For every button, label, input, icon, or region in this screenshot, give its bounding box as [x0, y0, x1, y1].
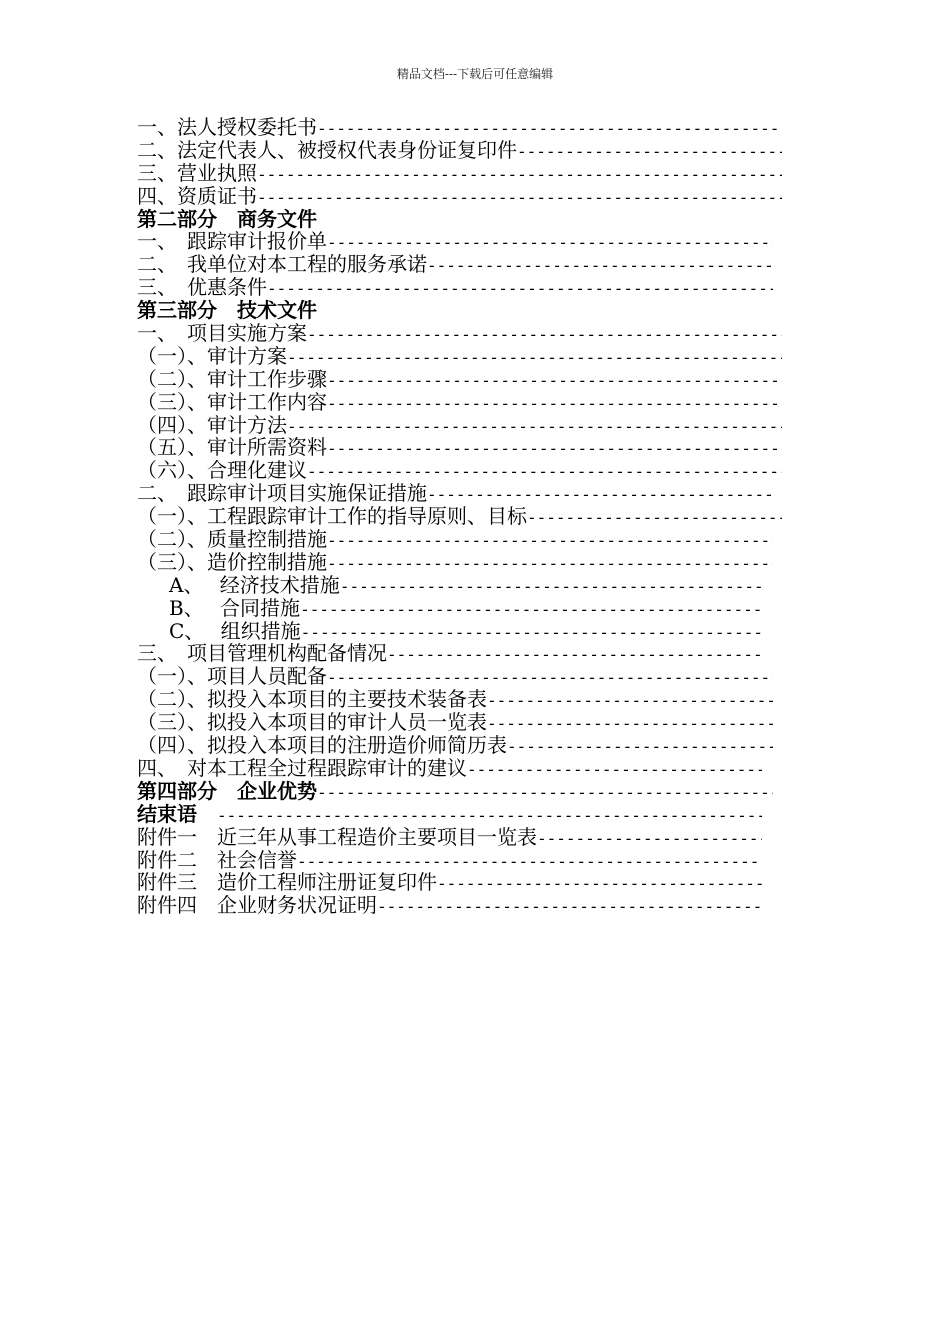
- toc-entry: [137, 871, 797, 894]
- toc-entry-label: 附件二 社会信誉: [137, 848, 297, 872]
- toc-leader-dashes: [327, 530, 773, 551]
- toc-leader-dashes: [507, 736, 773, 757]
- toc-leader-dashes: [327, 370, 782, 391]
- toc-entry-label: （六）、合理化建议: [137, 459, 307, 483]
- toc-entry: [137, 894, 797, 917]
- toc-entry: [137, 757, 797, 780]
- toc-entry-label: 二、 跟踪审计项目实施保证措施: [137, 482, 427, 506]
- toc-entry-label: 二、法定代表人、被授权代表身份证复印件: [137, 138, 517, 162]
- toc-entry: [137, 436, 797, 459]
- toc-entry: [137, 826, 797, 849]
- toc-entry-label: （二）、质量控制措施: [137, 528, 327, 551]
- toc-entry: [137, 803, 797, 826]
- toc-leader-dashes: [427, 484, 773, 505]
- table-of-contents: [137, 116, 797, 917]
- toc-entry: [137, 688, 797, 711]
- toc-entry: [137, 208, 797, 231]
- toc-entry-label: 附件四 企业财务状况证明: [137, 894, 377, 918]
- toc-entry: [137, 139, 797, 162]
- toc-entry: [137, 276, 797, 299]
- toc-leader-dashes: [377, 896, 762, 917]
- toc-leader-dashes: [317, 118, 782, 139]
- toc-entry: [137, 505, 797, 528]
- toc-leader-dashes: [307, 324, 782, 345]
- toc-entry: [137, 528, 797, 551]
- toc-leader-dashes: [327, 393, 782, 414]
- toc-leader-dashes: [287, 347, 782, 368]
- toc-entry-label: 四、 对本工程全过程跟踪审计的建议: [137, 756, 467, 780]
- toc-entry: [137, 780, 797, 803]
- toc-leader-dashes: [327, 438, 782, 459]
- toc-entry-label: （一）、项目人员配备: [137, 665, 327, 689]
- page-header: 精品文档---下载后可任意编辑: [396, 67, 554, 81]
- toc-entry-label: 附件一 近三年从事工程造价主要项目一览表: [137, 825, 537, 849]
- toc-entry-label: （一）、审计方案: [137, 344, 287, 368]
- toc-leader-dashes: [267, 278, 773, 299]
- toc-entry-label: （一）、工程跟踪审计工作的指导原则、目标: [137, 505, 527, 529]
- toc-entry-label: （四）、拟投入本项目的注册造价师简历表: [137, 734, 507, 757]
- toc-leader-dashes: [537, 828, 762, 849]
- toc-entry: [137, 642, 797, 665]
- toc-leader-dashes: [327, 232, 773, 253]
- toc-leader-dashes: [487, 713, 773, 734]
- toc-entry-label: 一、 项目实施方案: [137, 322, 307, 345]
- toc-leader-dashes: [427, 255, 773, 276]
- toc-leader-dashes: [517, 141, 782, 162]
- toc-entry: [137, 459, 797, 482]
- toc-entry: [137, 162, 797, 185]
- toc-leader-dashes: [217, 805, 762, 826]
- toc-leader-dashes: [300, 599, 762, 620]
- toc-entry: [137, 849, 797, 872]
- toc-entry-label: 第二部分 商务文件: [137, 207, 317, 231]
- toc-entry: [137, 368, 797, 391]
- toc-entry-label: 三、 项目管理机构配备情况: [137, 642, 387, 666]
- toc-entry-label: 三、 优惠条件: [137, 276, 267, 300]
- toc-entry: [137, 597, 797, 620]
- toc-leader-dashes: [307, 461, 782, 482]
- toc-entry: [137, 345, 797, 368]
- toc-entry-label: A、 经济技术措施: [169, 573, 340, 597]
- toc-entry-label: 结束语: [137, 802, 217, 826]
- toc-entry: [137, 299, 797, 322]
- toc-entry-label: 二、 我单位对本工程的服务承诺: [137, 253, 427, 277]
- toc-entry-label: （三）、审计工作内容: [137, 390, 327, 414]
- toc-entry: [137, 391, 797, 414]
- toc-entry: [137, 185, 797, 208]
- toc-entry: [137, 734, 797, 757]
- toc-entry-label: （三）、造价控制措施: [137, 550, 327, 574]
- toc-entry-label: 三、营业执照: [137, 161, 257, 185]
- toc-entry: [137, 482, 797, 505]
- toc-leader-dashes: [287, 416, 782, 437]
- toc-entry-label: 一、 跟踪审计报价单: [137, 230, 327, 254]
- toc-entry: [137, 665, 797, 688]
- toc-entry: [137, 253, 797, 276]
- toc-leader-dashes: [257, 187, 782, 208]
- toc-entry-label: C、 组织措施: [169, 619, 301, 643]
- toc-entry: [137, 620, 797, 643]
- toc-leader-dashes: [437, 873, 762, 894]
- toc-leader-dashes: [467, 759, 762, 780]
- toc-leader-dashes: [317, 782, 773, 803]
- toc-leader-dashes: [301, 622, 762, 643]
- toc-entry: [137, 711, 797, 734]
- toc-entry-label: 第三部分 技术文件: [137, 299, 317, 323]
- toc-leader-dashes: [257, 164, 782, 185]
- toc-leader-dashes: [487, 690, 773, 711]
- toc-entry-label: （二）、拟投入本项目的主要技术装备表: [137, 688, 487, 712]
- toc-entry-label: 附件三 造价工程师注册证复印件: [137, 871, 437, 895]
- toc-entry-label: 四、资质证书: [137, 184, 257, 208]
- toc-entry-label: 第四部分 企业优势: [137, 779, 317, 803]
- toc-leader-dashes: [327, 667, 773, 688]
- toc-entry-label: 一、法人授权委托书: [137, 116, 317, 139]
- toc-leader-dashes: [527, 507, 782, 528]
- toc-leader-dashes: [327, 553, 773, 574]
- toc-entry: [137, 551, 797, 574]
- toc-entry-label: （三）、拟投入本项目的审计人员一览表: [137, 711, 487, 735]
- toc-entry: [137, 574, 797, 597]
- toc-entry-label: （四）、审计方法: [137, 413, 287, 437]
- toc-entry: [137, 116, 797, 139]
- toc-leader-dashes: [387, 644, 762, 665]
- toc-entry-label: （二）、审计工作步骤: [137, 367, 327, 391]
- toc-leader-dashes: [297, 851, 762, 872]
- toc-entry-label: B、 合同措施: [169, 596, 301, 620]
- toc-leader-dashes: [340, 576, 762, 597]
- toc-entry: [137, 230, 797, 253]
- toc-entry: [137, 322, 797, 345]
- toc-entry: [137, 414, 797, 437]
- toc-entry-label: （五）、审计所需资料: [137, 436, 327, 460]
